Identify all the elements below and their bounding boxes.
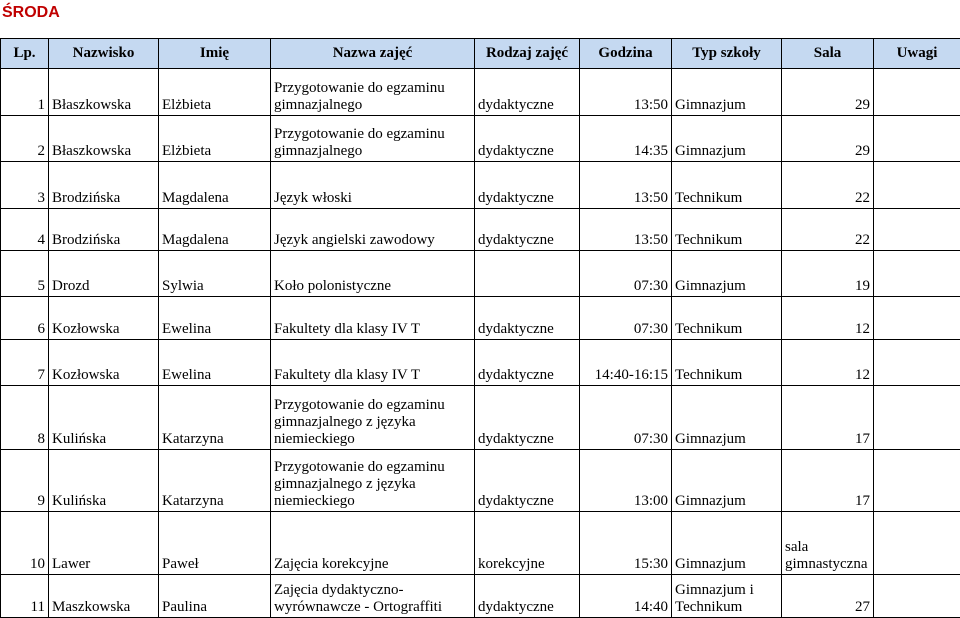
cell-lp: 1 [1,69,49,116]
header-row [1,39,960,69]
cell-rodzaj: dydaktyczne [475,450,580,512]
cell-nazwa: Język włoski [271,162,475,209]
header-sala: Sala [782,39,874,69]
table-row [1,450,960,512]
day-title: ŚRODA [2,4,60,22]
cell-typ: Technikum [672,340,782,386]
cell-sala: 17 [782,386,874,450]
header-nazwa: Nazwa zajęć [271,39,475,69]
table-row [1,340,960,386]
cell-rodzaj: dydaktyczne [475,116,580,162]
cell-uwagi [874,209,960,251]
cell-godzina: 14:40 [580,575,672,618]
cell-sala: 27 [782,575,874,618]
cell-godzina: 13:50 [580,209,672,251]
cell-nazwisko: Błaszkowska [49,69,159,116]
cell-sala: 22 [782,162,874,209]
cell-sala: 12 [782,340,874,386]
header-rodzaj: Rodzaj zajęć [475,39,580,69]
cell-lp: 6 [1,297,49,340]
table-row [1,162,960,209]
cell-rodzaj: dydaktyczne [475,69,580,116]
cell-uwagi [874,162,960,209]
cell-imie: Elżbieta [159,116,271,162]
cell-uwagi [874,512,960,575]
cell-godzina: 15:30 [580,512,672,575]
cell-rodzaj: dydaktyczne [475,575,580,618]
cell-nazwisko: Kulińska [49,386,159,450]
cell-uwagi [874,297,960,340]
cell-sala: 29 [782,69,874,116]
cell-sala: 19 [782,251,874,297]
cell-uwagi [874,386,960,450]
cell-godzina: 13:50 [580,162,672,209]
cell-nazwisko: Drozd [49,251,159,297]
header-typ: Typ szkoły [672,39,782,69]
cell-sala: 29 [782,116,874,162]
cell-typ: Technikum [672,162,782,209]
cell-rodzaj: dydaktyczne [475,340,580,386]
table-row [1,297,960,340]
cell-imie: Sylwia [159,251,271,297]
table-row [1,69,960,116]
cell-rodzaj [475,251,580,297]
cell-rodzaj: dydaktyczne [475,386,580,450]
cell-sala: 22 [782,209,874,251]
cell-nazwa: Przygotowanie do egzaminu gimnazjalnego z języka niemieckiego [271,386,475,450]
cell-nazwisko: Kozłowska [49,340,159,386]
cell-godzina: 07:30 [580,251,672,297]
cell-rodzaj: dydaktyczne [475,209,580,251]
cell-nazwa: Fakultety dla klasy IV T [271,340,475,386]
header-lp: Lp. [1,39,49,69]
cell-uwagi [874,450,960,512]
cell-nazwisko: Kozłowska [49,297,159,340]
cell-lp: 5 [1,251,49,297]
cell-imie: Paulina [159,575,271,618]
cell-typ: Gimnazjum i Technikum [672,575,782,618]
cell-imie: Ewelina [159,297,271,340]
cell-imie: Magdalena [159,162,271,209]
cell-nazwisko: Lawer [49,512,159,575]
table-row [1,386,960,450]
cell-lp: 10 [1,512,49,575]
cell-nazwa: Zajęcia dydaktyczno-wyrównawcze - Ortograffiti [271,575,475,618]
cell-rodzaj: korekcyjne [475,512,580,575]
cell-lp: 9 [1,450,49,512]
cell-rodzaj: dydaktyczne [475,297,580,340]
table-row [1,209,960,251]
cell-godzina: 13:00 [580,450,672,512]
table-row [1,251,960,297]
cell-uwagi [874,575,960,618]
cell-uwagi [874,251,960,297]
cell-typ: Gimnazjum [672,450,782,512]
cell-imie: Katarzyna [159,386,271,450]
cell-nazwisko: Kulińska [49,450,159,512]
cell-nazwisko: Brodzińska [49,209,159,251]
cell-nazwa: Przygotowanie do egzaminu gimnazjalnego [271,116,475,162]
cell-typ: Gimnazjum [672,386,782,450]
cell-godzina: 07:30 [580,297,672,340]
cell-nazwa: Przygotowanie do egzaminu gimnazjalnego z języka niemieckiego [271,450,475,512]
cell-godzina: 07:30 [580,386,672,450]
cell-nazwa: Koło polonistyczne [271,251,475,297]
cell-nazwa: Zajęcia korekcyjne [271,512,475,575]
cell-typ: Technikum [672,297,782,340]
cell-lp: 2 [1,116,49,162]
cell-typ: Gimnazjum [672,69,782,116]
cell-typ: Gimnazjum [672,116,782,162]
cell-rodzaj: dydaktyczne [475,162,580,209]
cell-uwagi [874,69,960,116]
cell-nazwisko: Brodzińska [49,162,159,209]
header-nazwisko: Nazwisko [49,39,159,69]
cell-uwagi [874,340,960,386]
cell-sala: 12 [782,297,874,340]
cell-lp: 4 [1,209,49,251]
cell-sala: sala gimnastyczna [782,512,874,575]
cell-godzina: 14:40-16:15 [580,340,672,386]
cell-imie: Elżbieta [159,69,271,116]
table-row [1,116,960,162]
cell-typ: Gimnazjum [672,251,782,297]
cell-typ: Gimnazjum [672,512,782,575]
cell-nazwisko: Maszkowska [49,575,159,618]
cell-lp: 7 [1,340,49,386]
header-godzina: Godzina [580,39,672,69]
cell-nazwa: Przygotowanie do egzaminu gimnazjalnego [271,69,475,116]
cell-imie: Paweł [159,512,271,575]
cell-nazwa: Fakultety dla klasy IV T [271,297,475,340]
cell-imie: Ewelina [159,340,271,386]
cell-sala: 17 [782,450,874,512]
table-row [1,512,960,575]
cell-lp: 11 [1,575,49,618]
cell-godzina: 13:50 [580,69,672,116]
cell-imie: Katarzyna [159,450,271,512]
cell-nazwa: Język angielski zawodowy [271,209,475,251]
cell-godzina: 14:35 [580,116,672,162]
header-imie: Imię [159,39,271,69]
cell-typ: Technikum [672,209,782,251]
cell-nazwisko: Błaszkowska [49,116,159,162]
schedule-table [0,38,960,618]
cell-lp: 3 [1,162,49,209]
header-uwagi: Uwagi [874,39,960,69]
cell-lp: 8 [1,386,49,450]
cell-uwagi [874,116,960,162]
table-row [1,575,960,618]
cell-imie: Magdalena [159,209,271,251]
